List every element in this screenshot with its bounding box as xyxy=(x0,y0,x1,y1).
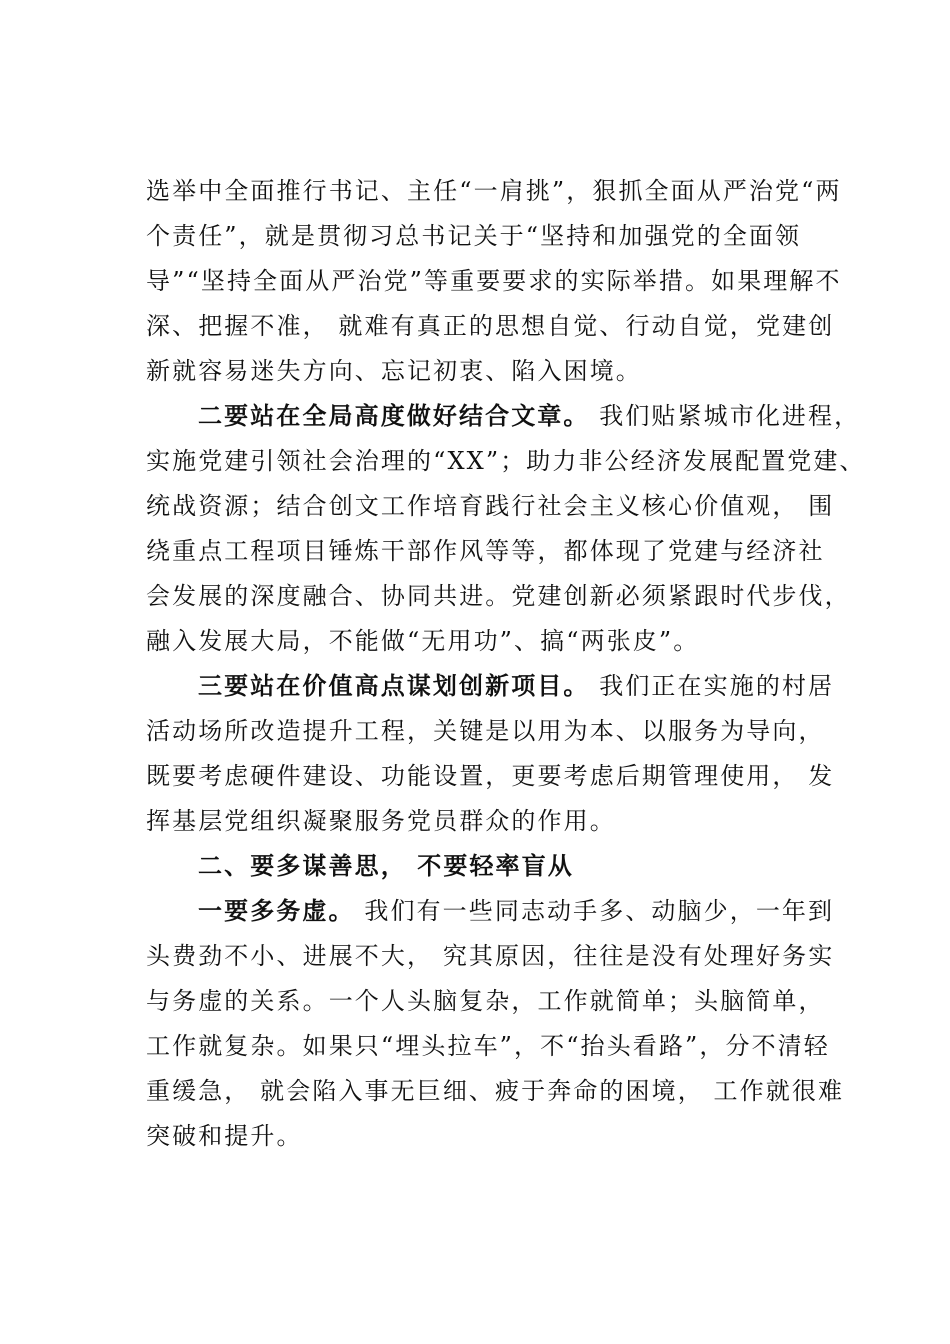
paragraph-line: 融入发展大局，不能做“无用功”、搞“两张皮”。 xyxy=(146,627,700,655)
paragraph-line: 统战资源；结合创文工作培育践行社会主义核心价值观， 围 xyxy=(146,492,835,520)
paragraph-line: 深、把握不准， 就难有真正的思想自觉、行动自觉，党建创 xyxy=(146,312,835,340)
paragraph-line: 重缓急， 就会陷入事无巨细、疲于奔命的困境， 工作就很难 xyxy=(146,1077,845,1105)
paragraph-line: 工作就复杂。如果只“埋头拉车”，不“抬头看路”，分不清轻 xyxy=(146,1032,830,1060)
paragraph-heading: 一要多务虚。 xyxy=(198,896,355,925)
paragraph-line: 既要考虑硬件建设、功能设置，更要考虑后期管理使用， 发 xyxy=(146,762,835,790)
section-heading: 二、要多谋善思， 不要轻率盲从 xyxy=(198,851,574,880)
paragraph-line: 会发展的深度融合、协同共进。党建创新必须紧跟时代步伐， xyxy=(146,582,851,610)
paragraph-line xyxy=(198,396,860,436)
paragraph-line: 头费劲不小、进展不大， 究其原因，往往是没有处理好务实 xyxy=(146,942,835,970)
paragraph-line xyxy=(198,891,834,931)
paragraph-text: 我们正在实施的村居 xyxy=(589,672,835,700)
paragraph-line: 选举中全面推行书记、主任“一肩挑”，狠抓全面从严治党“两 xyxy=(146,177,842,205)
paragraph-line: 导”“坚持全面从严治党”等重要要求的实际举措。如果理解不 xyxy=(146,267,842,295)
paragraph-heading: 三要站在价值高点谋划创新项目。 xyxy=(198,671,590,700)
paragraph-text: 我们贴紧城市化进程， xyxy=(589,402,861,430)
paragraph-heading: 二要站在全局高度做好结合文章。 xyxy=(198,401,590,430)
paragraph-line: 个责任”，就是贯彻习总书记关于“坚持和加强党的全面领 xyxy=(146,222,802,250)
paragraph-line: 实施党建引领社会治理的“XX”；助力非公经济发展配置党建、 xyxy=(146,447,866,475)
paragraph-line xyxy=(198,666,834,706)
paragraph-line: 新就容易迷失方向、忘记初衷、陷入困境。 xyxy=(146,357,642,385)
paragraph-text: 我们有一些同志动手多、动脑少，一年到 xyxy=(354,897,835,925)
paragraph-line: 突破和提升。 xyxy=(146,1122,303,1150)
paragraph-line: 绕重点工程项目锤炼干部作风等等，都体现了党建与经济社 xyxy=(146,537,825,565)
paragraph-line: 活动场所改造提升工程，关键是以用为本、以服务为导向， xyxy=(146,717,825,745)
paragraph-line: 与务虚的关系。一个人头脑复杂，工作就简单；头脑简单， xyxy=(146,987,825,1015)
paragraph-line: 挥基层党组织凝聚服务党员群众的作用。 xyxy=(146,807,616,835)
